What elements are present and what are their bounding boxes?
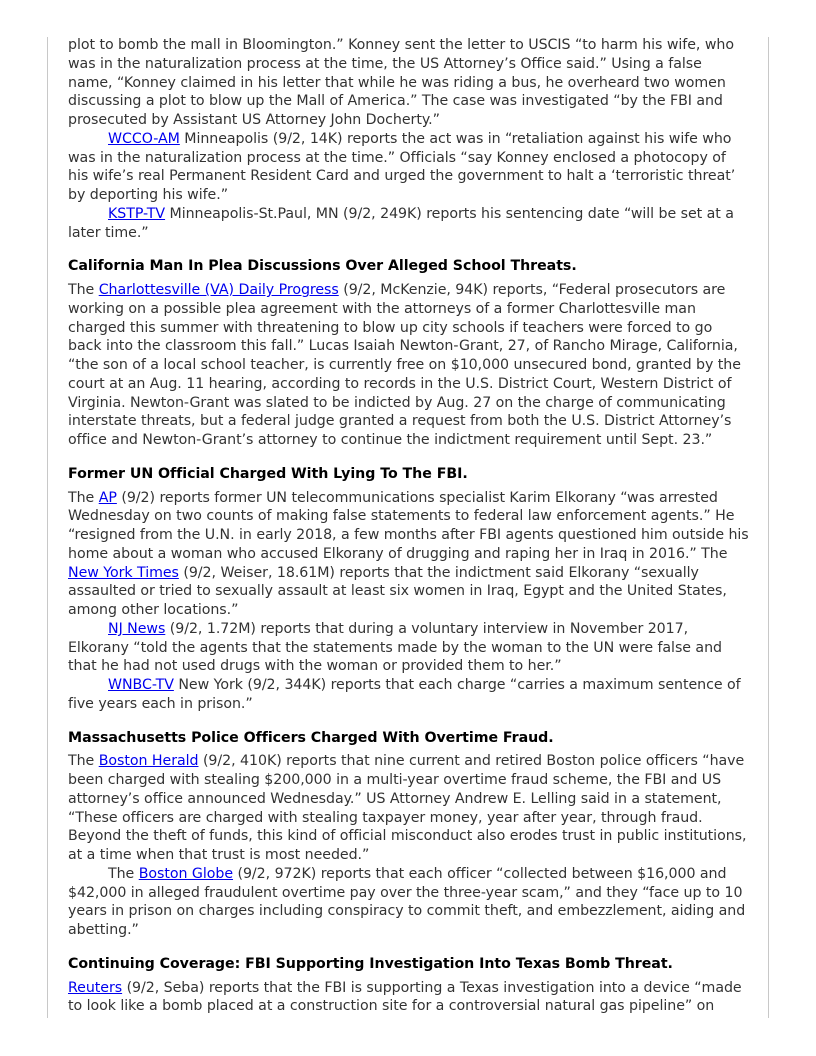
- paragraph-text: New York (9/2, 344K) reports that each charge “carries a maximum sentence of five years each in prison.”: [68, 677, 741, 712]
- article-section: [68, 955, 750, 1016]
- paragraph-text: (9/2, 972K) reports that each officer “collected between $16,000 and $42,000 in alleged fraudulent overtime pay over the three-year scam,” and they “face up to 10 years in prison on charges including conspiracy to commit theft, and embezzlement, aiding and abetting.”: [68, 865, 746, 938]
- article-paragraph: [68, 676, 750, 714]
- article-section: [68, 465, 750, 714]
- paragraph-text: The: [68, 282, 99, 298]
- article-paragraph: [68, 979, 750, 1017]
- source-link[interactable]: KSTP-TV: [108, 205, 166, 222]
- article-section: [68, 257, 750, 450]
- source-link[interactable]: Boston Herald: [98, 753, 199, 770]
- source-link[interactable]: New York Times: [68, 564, 179, 581]
- source-link[interactable]: AP: [98, 489, 117, 506]
- paragraph-text: The: [68, 753, 99, 770]
- paragraph-text: (9/2, Weiser, 18.61M) reports that the indictment said Elkorany “sexually assaulted or tried to sexually assault at least six women in Iraq, Egypt and the United States, among other locations.”: [68, 564, 727, 618]
- article-paragraph: [68, 752, 750, 865]
- source-link[interactable]: WNBC-TV: [108, 677, 174, 693]
- article-paragraph: [68, 489, 750, 620]
- paragraph-text: Minneapolis (9/2, 14K) reports the act was in “retaliation against his wife who was in the naturalization process at the time.” Officials “say Konney enclosed a photocopy of his wife’s real Permanent Resident Card and urged the government to halt a ‘terroristic threat’ by deporting his wife.”: [68, 130, 736, 203]
- paragraph-text: (9/2, 1.72M) reports that during a voluntary interview in November 2017, Elkorany “told the agents that the statements made by the woman to the UN were false and that he had not used drugs with the woman or provided them to her.”: [68, 620, 722, 675]
- article-headline: Continuing Coverage: FBI Supporting Investigation Into Texas Bomb Threat.: [68, 955, 673, 972]
- paragraph-text: (9/2, 410K) reports that nine current and retired Boston police officers “have been charged with stealing $200,000 in a multi-year overtime fraud scheme, the FBI and US attorney’s office announced Wednesday.” US Attorney Andrew E. Lelling said in a statement, “These officers are charged with stealing taxpayer money, year after year, through fraud. Beyond the theft of funds, this kind of official misconduct also erodes trust in public institutions, at a time when that trust is most needed.”: [68, 753, 747, 863]
- news-briefing-content: [68, 36, 750, 1016]
- source-link[interactable]: Reuters: [68, 979, 123, 996]
- paragraph-text: (9/2) reports former UN telecommunications specialist Karim Elkorany “was arrested Wednesday on two counts of making false statements to federal law enforcement agents.” He “resigned from the U.N. in early 2018, a few months after FBI agents questioned him outside his home about a woman who accused Elkorany of drugging and raping her in Iraq in 2016.” The: [68, 489, 749, 562]
- paragraph-text: plot to bomb the mall in Bloomington.” Konney sent the letter to USCIS “to harm his wife, who was in the naturalization process at the time, the US Attorney’s Office said.” Using a false name, “Konney claimed in his letter that while he was riding a bus, he overheard two women discussing a plot to blow up the Mall of America.” The case was investigated “by the FBI and prosecuted by Assistant US Attorney John Docherty.”: [68, 37, 734, 128]
- article-paragraph: [68, 130, 750, 205]
- paragraph-text: Minneapolis-St.Paul, MN (9/2, 249K) reports his sentencing date “will be set at a later time.”: [68, 205, 734, 241]
- paragraph-text: (9/2, McKenzie, 94K) reports, “Federal prosecutors are working on a possible plea agreement with the attorneys of a former Charlottesville man charged this summer with threatening to blow up city schools if teachers were forced to go back into the classroom this fall.” Lucas Isaiah Newton-Grant, 27, of Rancho Mirage, California, “the son of a local school teacher, is currently free on $10,000 unsecured bond, granted by the court at an Aug. 11 hearing, according to records in the U.S. District Court, Western District of Virginia. Newton-Grant was slated to be indicted by Aug. 27 on the charge of communicating interstate threats, but a federal judge granted a request from both the U.S. District Attorney’s office and Newton-Grant’s attorney to continue the indictment requirement until Sept. 23.”: [68, 282, 741, 448]
- source-link[interactable]: Charlottesville (VA) Daily Progress: [98, 282, 339, 298]
- paragraph-text: (9/2, Seba) reports that the FBI is supporting a Texas investigation into a device “made to look like a bomb placed at a construction site for a controversial natural gas pipeline” on: [68, 979, 742, 1015]
- article-paragraph: [68, 205, 750, 243]
- article-section: [68, 729, 750, 940]
- article-headline: Former UN Official Charged With Lying To The FBI.: [68, 465, 468, 482]
- source-link[interactable]: Boston Globe: [138, 865, 234, 882]
- article-paragraph: [68, 865, 750, 940]
- article-paragraph: [68, 620, 750, 676]
- article-section: [68, 36, 750, 242]
- article-paragraph: [68, 36, 750, 130]
- paragraph-text: The: [68, 489, 99, 506]
- article-headline: California Man In Plea Discussions Over Alleged School Threats.: [68, 258, 577, 275]
- article-paragraph: [68, 281, 750, 450]
- source-link[interactable]: WCCO-AM: [108, 130, 180, 147]
- paragraph-text: The: [108, 865, 139, 882]
- article-headline: Massachusetts Police Officers Charged With Overtime Fraud.: [68, 729, 554, 746]
- source-link[interactable]: NJ News: [108, 620, 166, 637]
